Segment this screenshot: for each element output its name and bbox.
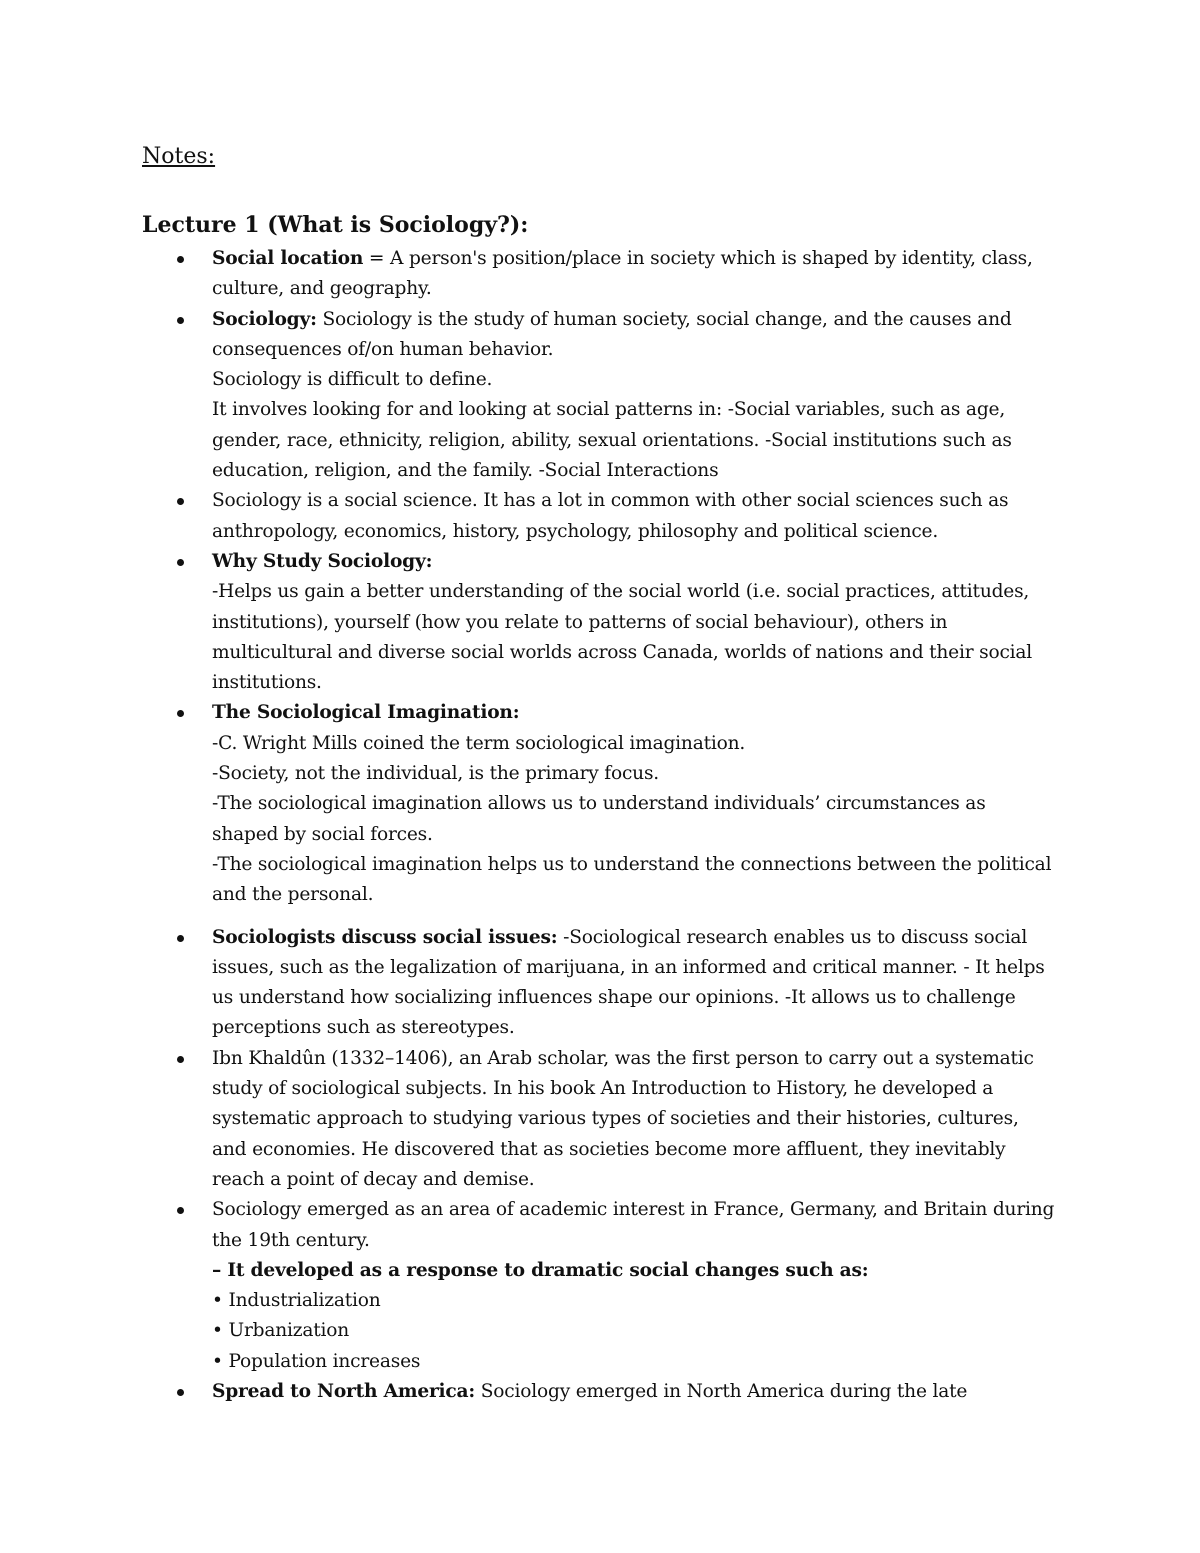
lecture-title: Lecture 1 (What is Sociology?): <box>142 212 529 238</box>
khaldun-text: Ibn Khaldûn (1332–1406), an Arab scholar, was the first person to carry out a systematic study of sociological subjects. In his book An Introduction to History, he developed a systematic approach to studying various types of societies and their histories, cultures, and economies. He discovered that as societies become more affluent, they inevitably reach a point of decay and demise. <box>212 1047 1034 1190</box>
sociology-difficult: Sociology is difficult to define. <box>212 369 493 391</box>
term-spread: Spread to North America: <box>212 1380 476 1402</box>
term-sociology: Sociology: <box>212 308 317 330</box>
sociology-patterns: It involves looking for and looking at social patterns in: -Social variables, such as age, gender, race, ethnicity, religion, ability, sexual orientations. -Social institutions such as education, religion, and the family. -Social Interactions <box>212 399 1012 482</box>
emerged-text: Sociology emerged as an area of academic interest in France, Germany, and Britain during the 19th century. <box>212 1199 1055 1251</box>
list-item-social-science <box>175 486 1055 547</box>
spread-text: Sociology emerged in North America during the late <box>475 1380 968 1402</box>
sub-item-urbanization: • Urbanization <box>212 1320 350 1342</box>
term-imagination: The Sociological Imagination: <box>212 702 520 724</box>
term-why-study: Why Study Sociology: <box>212 550 433 572</box>
list-item-emerged <box>175 1195 1055 1377</box>
definition-sociology: Sociology is the study of human society, social change, and the causes and consequences of/on human behavior. <box>212 308 1012 360</box>
lecture-heading <box>142 212 528 238</box>
imagination-line-4: -The sociological imagination helps us to understand the connections between the political and the personal. <box>212 853 1052 906</box>
notes-label: Notes: <box>142 144 216 169</box>
notes-list <box>175 244 1055 1407</box>
imagination-line-3: -The sociological imagination allows us to understand individuals’ circumstances as shaped by social forces. <box>212 793 986 845</box>
term-issues: Sociologists discuss social issues: <box>212 926 558 948</box>
list-item-issues <box>175 923 1055 1044</box>
imagination-line-1: -C. Wright Mills coined the term sociological imagination. <box>212 732 746 754</box>
issues-text: -Sociological research enables us to discuss social issues, such as the legalization of marijuana, in an informed and critical manner. - It helps us understand how socializing influences shape our opinions. -It allows us to challenge perceptions such as stereotypes. <box>212 926 1045 1039</box>
sub-item-population: • Population increases <box>212 1350 421 1372</box>
list-item-social-location <box>175 244 1055 305</box>
definition-social-location: = A person's position/place in society which is shaped by identity, class, culture, and geography. <box>212 248 1033 300</box>
list-item-sociology <box>175 305 1055 487</box>
imagination-line-2: -Society, not the individual, is the primary focus. <box>212 763 660 785</box>
list-item-imagination <box>175 698 1055 910</box>
sub-item-industrialization: • Industrialization <box>212 1290 381 1312</box>
why-study-text: -Helps us gain a better understanding of the social world (i.e. social practices, attitudes, institutions), yourself (how you relate to patterns of social behaviour), others in multicultural and diverse social worlds across Canada, worlds of nations and their social institutions. <box>212 581 1033 694</box>
social-science-text: Sociology is a social science. It has a lot in common with other social sciences such as anthropology, economics, history, psychology, philosophy and political science. <box>212 490 1009 542</box>
list-item-khaldun <box>175 1044 1055 1195</box>
term-social-location: Social location <box>212 248 364 269</box>
list-item-why-study <box>175 547 1055 698</box>
emerged-sub: – It developed as a response to dramatic social changes such as: <box>212 1259 869 1281</box>
list-item-spread <box>175 1377 1055 1407</box>
